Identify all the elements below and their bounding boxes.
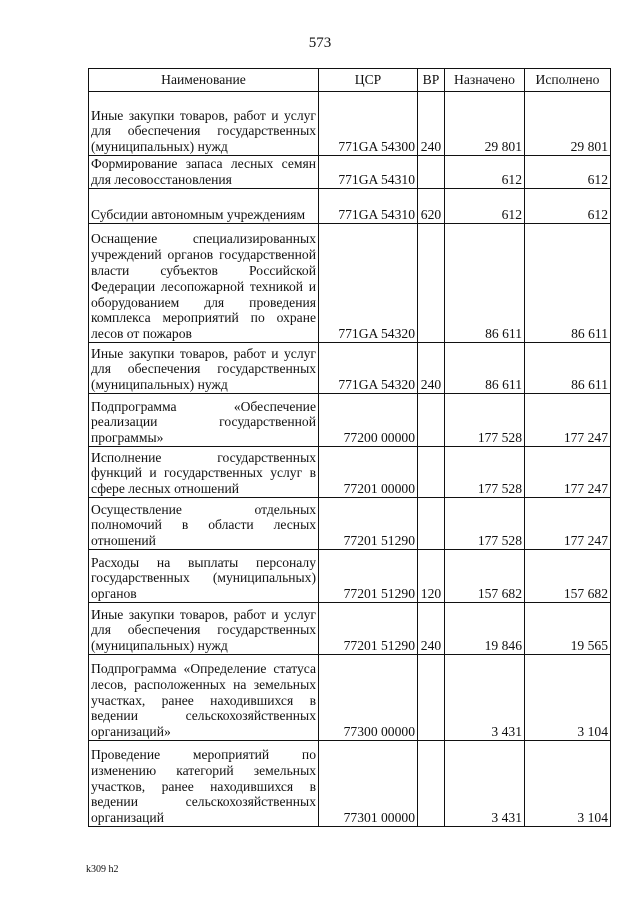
row-vr: 240 xyxy=(418,343,445,394)
row-csr: 77201 51290 xyxy=(319,603,418,655)
row-csr: 77301 00000 xyxy=(319,741,418,827)
row-csr: 77300 00000 xyxy=(319,655,418,741)
header-vr: ВР xyxy=(418,69,445,92)
row-planned: 177 528 xyxy=(445,394,525,447)
table-row xyxy=(89,447,611,498)
row-planned: 86 611 xyxy=(445,224,525,343)
row-vr xyxy=(418,394,445,447)
table-row xyxy=(89,550,611,603)
table-row xyxy=(89,343,611,394)
row-name: Субсидии автономным учреждениям xyxy=(89,189,319,224)
row-vr xyxy=(418,498,445,550)
row-name: Подпрограмма «Определение статуса лесов, расположенных на земельных участках, ранее находившихся в ведении сельскохозяйственных организаций» xyxy=(89,655,319,741)
row-vr: 120 xyxy=(418,550,445,603)
row-executed: 3 104 xyxy=(525,655,611,741)
row-name: Формирование запаса лесных семян для лесовосстановления xyxy=(89,156,319,189)
row-vr: 240 xyxy=(418,603,445,655)
row-csr: 771GA 54320 xyxy=(319,224,418,343)
row-name: Осуществление отдельных полномочий в области лесных отношений xyxy=(89,498,319,550)
row-csr: 77201 51290 xyxy=(319,498,418,550)
row-executed: 86 611 xyxy=(525,224,611,343)
row-planned: 3 431 xyxy=(445,655,525,741)
row-planned: 612 xyxy=(445,189,525,224)
header-name: Наименование xyxy=(89,69,319,92)
table-row xyxy=(89,603,611,655)
row-vr xyxy=(418,655,445,741)
footer-code: k309 h2 xyxy=(86,864,119,875)
row-name: Иные закупки товаров, работ и услуг для обеспечения государственных (муниципальных) нужд xyxy=(89,92,319,156)
row-name: Иные закупки товаров, работ и услуг для обеспечения государственных (муниципальных) нужд xyxy=(89,343,319,394)
table-row xyxy=(89,189,611,224)
row-vr: 620 xyxy=(418,189,445,224)
header-executed: Исполнено xyxy=(525,69,611,92)
row-name: Расходы на выплаты персоналу государственных (муниципальных) органов xyxy=(89,550,319,603)
row-name: Проведение мероприятий по изменению категорий земельных участков, ранее находившихся в ведении сельскохозяйственных организаций xyxy=(89,741,319,827)
row-vr xyxy=(418,224,445,343)
row-planned: 86 611 xyxy=(445,343,525,394)
row-planned: 19 846 xyxy=(445,603,525,655)
row-planned: 177 528 xyxy=(445,447,525,498)
row-csr: 771GA 54320 xyxy=(319,343,418,394)
row-name: Подпрограмма «Обеспечение реализации государственной программы» xyxy=(89,394,319,447)
table-row xyxy=(89,498,611,550)
table-header-row xyxy=(89,69,611,92)
row-executed: 29 801 xyxy=(525,92,611,156)
row-executed: 612 xyxy=(525,189,611,224)
row-executed: 157 682 xyxy=(525,550,611,603)
row-executed: 86 611 xyxy=(525,343,611,394)
row-planned: 3 431 xyxy=(445,741,525,827)
row-executed: 19 565 xyxy=(525,603,611,655)
row-executed: 177 247 xyxy=(525,447,611,498)
row-csr: 771GA 54310 xyxy=(319,156,418,189)
row-csr: 77201 00000 xyxy=(319,447,418,498)
table-row xyxy=(89,224,611,343)
row-vr xyxy=(418,741,445,827)
table-row xyxy=(89,741,611,827)
row-vr xyxy=(418,156,445,189)
row-csr: 771GA 54300 xyxy=(319,92,418,156)
row-planned: 612 xyxy=(445,156,525,189)
row-executed: 612 xyxy=(525,156,611,189)
row-executed: 177 247 xyxy=(525,498,611,550)
row-planned: 177 528 xyxy=(445,498,525,550)
row-name: Иные закупки товаров, работ и услуг для обеспечения государственных (муниципальных) нужд xyxy=(89,603,319,655)
row-csr: 771GA 54310 xyxy=(319,189,418,224)
table-row xyxy=(89,655,611,741)
table-row xyxy=(89,394,611,447)
header-csr: ЦСР xyxy=(319,69,418,92)
row-planned: 29 801 xyxy=(445,92,525,156)
row-name: Оснащение специализированных учреждений органов государственной власти субъектов Российской Федерации лесопожарной техникой и оборудованием для проведения комплекса мероприятий по охране лесов от пожаров xyxy=(89,224,319,343)
page-number: 573 xyxy=(308,35,332,51)
row-csr: 77200 00000 xyxy=(319,394,418,447)
row-executed: 177 247 xyxy=(525,394,611,447)
row-vr: 240 xyxy=(418,92,445,156)
row-name: Исполнение государственных функций и государственных услуг в сфере лесных отношений xyxy=(89,447,319,498)
header-planned: Назначено xyxy=(445,69,525,92)
row-csr: 77201 51290 xyxy=(319,550,418,603)
budget-table xyxy=(88,68,611,827)
table-row xyxy=(89,92,611,156)
row-executed: 3 104 xyxy=(525,741,611,827)
row-vr xyxy=(418,447,445,498)
row-planned: 157 682 xyxy=(445,550,525,603)
table-row xyxy=(89,156,611,189)
